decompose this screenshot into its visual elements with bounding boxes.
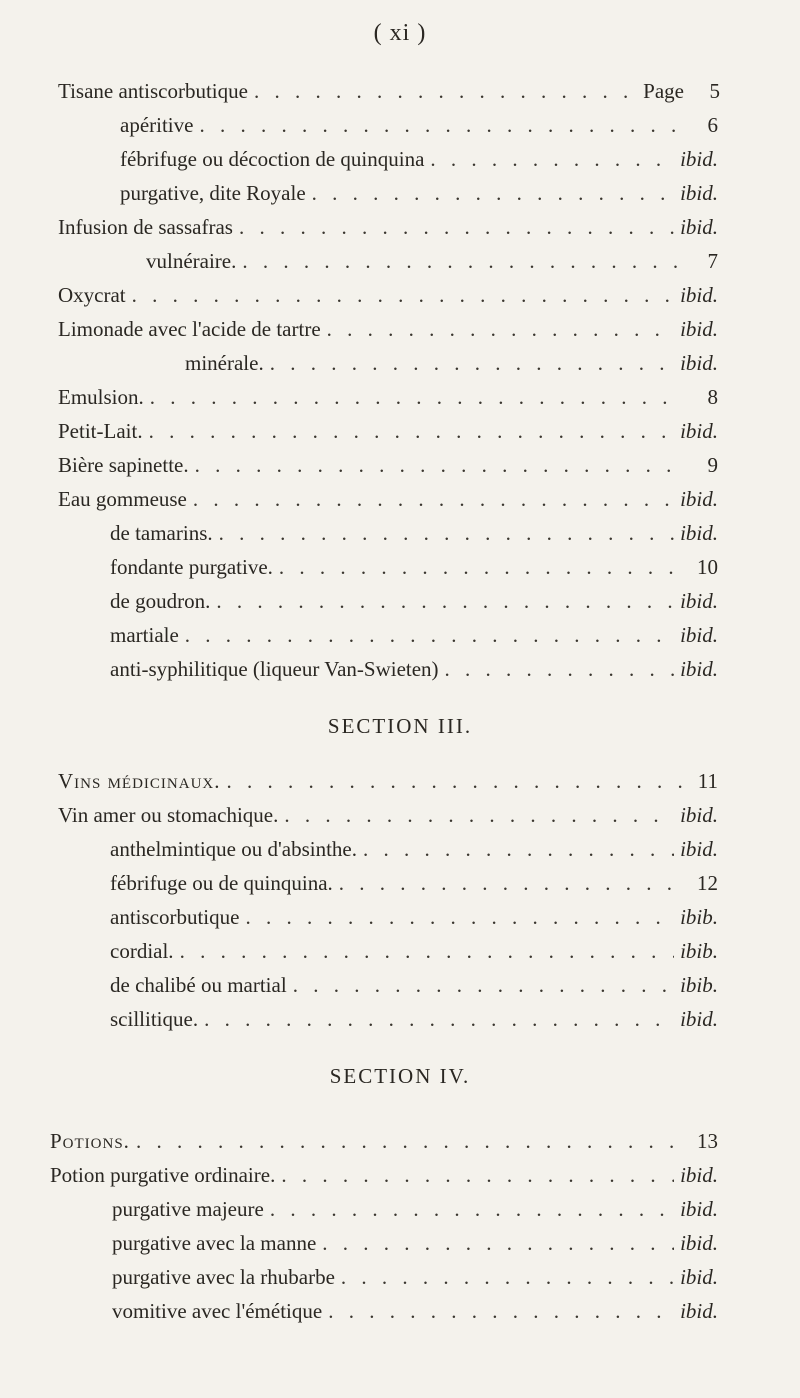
- entry-label: anti-syphilitique (liqueur Van-Swieten): [110, 657, 439, 681]
- entry-page: ibid.: [680, 317, 718, 341]
- toc-entry: [0, 934, 800, 968]
- page-label: Page: [643, 79, 684, 103]
- entry-page: 12: [697, 871, 718, 895]
- dot-leader: [270, 346, 674, 380]
- toc-entry: [0, 346, 800, 380]
- dot-leader: [242, 244, 684, 278]
- entry-label: Vin amer ou stomachique.: [58, 803, 279, 827]
- entry-label: purgative, dite Royale: [120, 181, 306, 205]
- entry-page: ibid.: [680, 147, 718, 171]
- dot-leader: [204, 1002, 674, 1036]
- entry-page: ibid.: [680, 215, 718, 239]
- entry-label: purgative majeure: [112, 1197, 264, 1221]
- toc-entry: [0, 1002, 800, 1036]
- entry-page: ibid.: [680, 1163, 718, 1187]
- dot-leader: [185, 618, 674, 652]
- dot-leader: [281, 1158, 674, 1192]
- entry-page: ibid.: [680, 1265, 718, 1289]
- entry-label: Emulsion.: [58, 385, 144, 409]
- toc-entry: [0, 866, 800, 900]
- entry-label: cordial.: [110, 939, 174, 963]
- section-heading: SECTION III.: [327, 714, 473, 738]
- entry-page: 6: [707, 113, 718, 137]
- entry-label: de goudron.: [110, 589, 211, 613]
- dot-leader: [363, 832, 674, 866]
- dot-leader: [341, 1260, 674, 1294]
- dot-leader: [193, 482, 674, 516]
- toc-entry: [0, 482, 800, 516]
- dot-leader: [327, 312, 674, 346]
- entry-page: ibid.: [680, 803, 718, 827]
- dot-leader: [312, 176, 674, 210]
- entry-page: 5: [709, 79, 720, 103]
- entry-label: Vins médicinaux.: [58, 769, 221, 793]
- toc-entry: [0, 832, 800, 866]
- section-heading: SECTION IV.: [329, 1064, 471, 1088]
- toc-entry: [0, 1124, 800, 1158]
- entry-label: Eau gommeuse: [58, 487, 187, 511]
- toc-entry: [0, 652, 800, 686]
- entry-page: ibid.: [680, 1299, 718, 1323]
- toc-entry: [0, 380, 800, 414]
- toc-entry: [0, 414, 800, 448]
- entry-label: minérale.: [185, 351, 264, 375]
- entry-label: antiscorbutique: [110, 905, 240, 929]
- toc-entry: [0, 278, 800, 312]
- entry-label: Limonade avec l'acide de tartre: [58, 317, 321, 341]
- toc-entry: [0, 176, 800, 210]
- toc-entry: [0, 108, 800, 142]
- dot-leader: [328, 1294, 674, 1328]
- toc-entry: [0, 1294, 800, 1328]
- entry-page: ibib.: [680, 905, 718, 929]
- dot-leader: [293, 968, 674, 1002]
- toc-entry: [0, 968, 800, 1002]
- dot-leader: [245, 900, 674, 934]
- entry-page: 9: [707, 453, 718, 477]
- entry-page: 8: [707, 385, 718, 409]
- toc-entry: [0, 142, 800, 176]
- entry-label: anthelmintique ou d'absinthe.: [110, 837, 357, 861]
- entry-page: ibib.: [680, 973, 718, 997]
- toc-entry: [0, 244, 800, 278]
- toc-entry: [0, 1192, 800, 1226]
- toc-entry: [0, 1226, 800, 1260]
- dot-leader: [339, 866, 684, 900]
- entry-label: Tisane antiscorbutique: [58, 79, 248, 103]
- dot-leader: [445, 652, 675, 686]
- entry-label: purgative avec la rhubarbe: [112, 1265, 335, 1289]
- entry-page: ibid.: [680, 589, 718, 613]
- entry-page: 13: [697, 1129, 718, 1153]
- entry-label: vulnéraire.: [146, 249, 237, 273]
- entry-page: ibid.: [680, 487, 718, 511]
- entry-page: ibid.: [680, 521, 718, 545]
- entry-label: martiale: [110, 623, 179, 647]
- entry-label: scillitique.: [110, 1007, 199, 1031]
- entry-label: de tamarins.: [110, 521, 213, 545]
- entry-page: ibid.: [680, 837, 718, 861]
- toc-entry: [0, 798, 800, 832]
- toc-entry: [0, 584, 800, 618]
- toc-entry: [0, 516, 800, 550]
- entry-page: ibid.: [680, 657, 718, 681]
- entry-page: ibid.: [680, 351, 718, 375]
- dot-leader: [254, 74, 637, 108]
- entry-page: 10: [697, 555, 718, 579]
- dot-leader: [180, 934, 675, 968]
- toc-entry: [0, 448, 800, 482]
- dot-leader: [279, 550, 684, 584]
- dot-leader: [227, 764, 685, 798]
- entry-label: de chalibé ou martial: [110, 973, 287, 997]
- toc-entry: [0, 1260, 800, 1294]
- entry-page: 7: [707, 249, 718, 273]
- entry-label: fébrifuge ou de quinquina.: [110, 871, 333, 895]
- entry-label: Bière sapinette.: [58, 453, 189, 477]
- dot-leader: [270, 1192, 674, 1226]
- dot-leader: [136, 1124, 684, 1158]
- dot-leader: [239, 210, 674, 244]
- dot-leader: [132, 278, 674, 312]
- toc-entry: [0, 312, 800, 346]
- dot-leader: [284, 798, 674, 832]
- toc-entry: [0, 1158, 800, 1192]
- entry-label: Infusion de sassafras: [58, 215, 233, 239]
- toc-entry: [0, 74, 800, 108]
- toc-entry: [0, 764, 800, 798]
- entry-page: ibid.: [680, 283, 718, 307]
- entry-page: ibid.: [680, 623, 718, 647]
- entry-page: ibib.: [680, 939, 718, 963]
- entry-label: fébrifuge ou décoction de quinquina: [120, 147, 425, 171]
- page-number: ( xi ): [373, 20, 427, 46]
- dot-leader: [150, 380, 684, 414]
- entry-label: vomitive avec l'émétique: [112, 1299, 323, 1323]
- entry-page: 11: [697, 769, 718, 793]
- entry-label: fondante purgative.: [110, 555, 273, 579]
- toc-entry: [0, 900, 800, 934]
- entry-page: ibid.: [680, 1231, 718, 1255]
- dot-leader: [322, 1226, 674, 1260]
- dot-leader: [199, 108, 684, 142]
- entry-label: purgative avec la manne: [112, 1231, 317, 1255]
- entry-page: ibid.: [680, 181, 718, 205]
- entry-label: apéritive: [120, 113, 194, 137]
- toc-entry: [0, 550, 800, 584]
- dot-leader: [195, 448, 684, 482]
- entry-page: ibid.: [680, 1007, 718, 1031]
- entry-label: Petit-Lait.: [58, 419, 143, 443]
- entry-page: ibid.: [680, 1197, 718, 1221]
- dot-leader: [149, 414, 675, 448]
- entry-page: ibid.: [680, 419, 718, 443]
- entry-label: Potions.: [50, 1129, 130, 1153]
- entry-label: Potion purgative ordinaire.: [50, 1163, 276, 1187]
- entry-label: Oxycrat: [58, 283, 126, 307]
- dot-leader: [219, 516, 674, 550]
- toc-entry: [0, 618, 800, 652]
- dot-leader: [430, 142, 674, 176]
- dot-leader: [216, 584, 674, 618]
- toc-entry: [0, 210, 800, 244]
